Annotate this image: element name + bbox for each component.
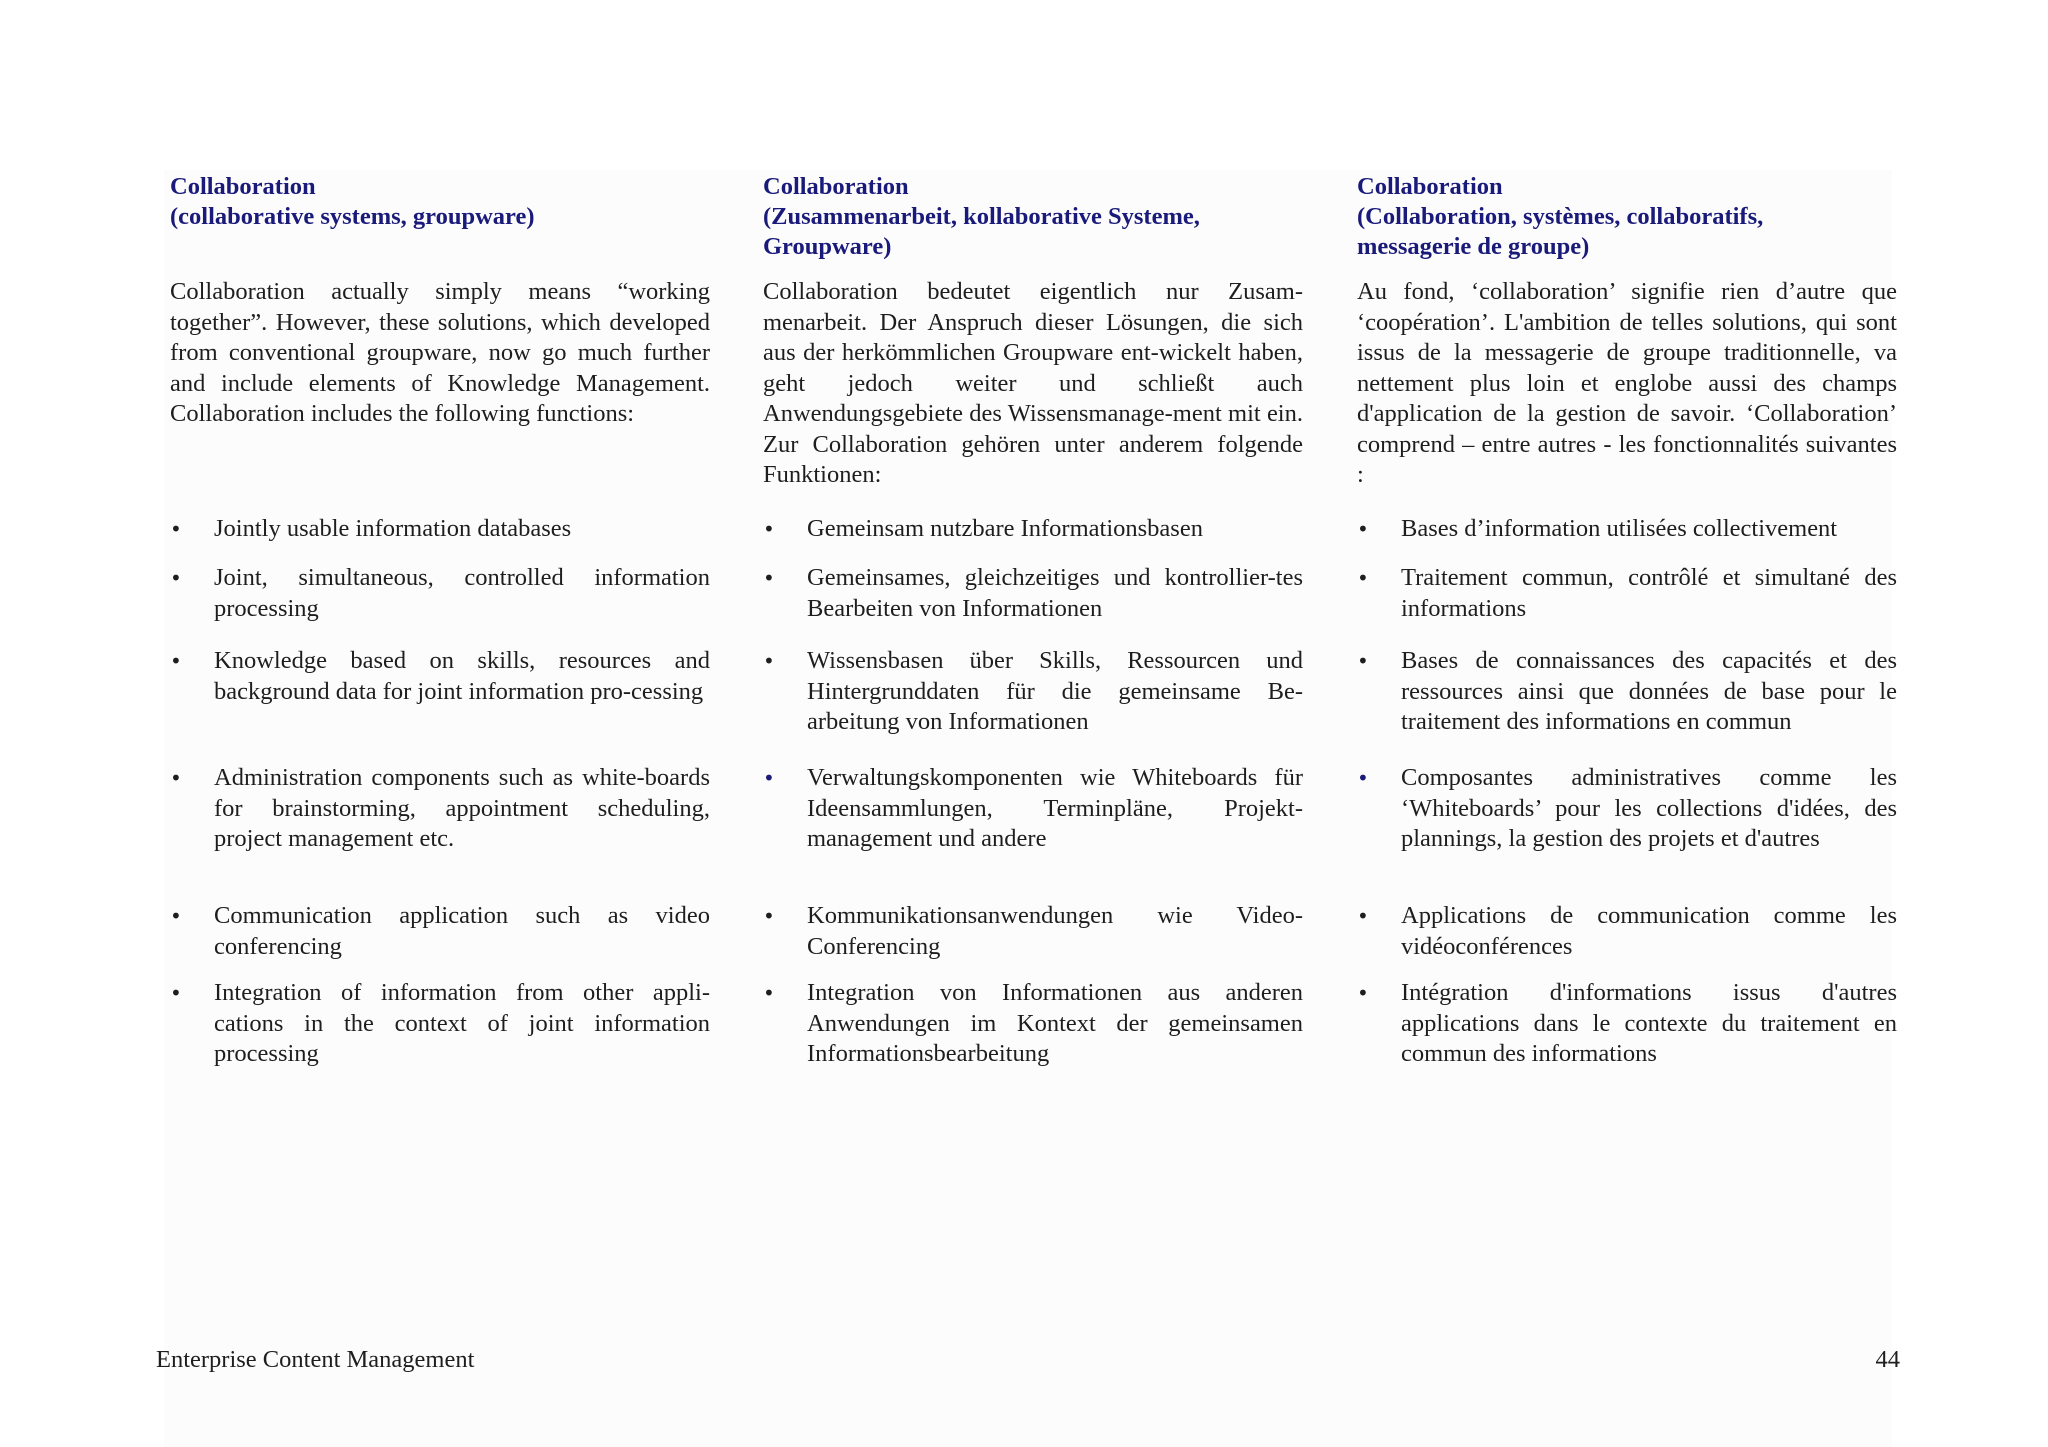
intro-paragraph-french: Au fond, ‘collaboration’ signifie rien d’autre que ‘coopération’. L'ambition de telles solutions, qui sont issus de la messagerie de groupe traditionnelle, va nettement plus loin et englobe aussi des champs d'application de la gestion de savoir. ‘Collaboration’ comprend – entre autres - les fonctionnalités suivantes : bbox=[1357, 278, 1897, 488]
bullet-icon: • bbox=[763, 566, 775, 590]
list-item-text: Joint, simultaneous, controlled information processing bbox=[214, 564, 710, 622]
list-item-text: Gemeinsames, gleichzeitiges und kontrollier-tes Bearbeiten von Informationen bbox=[807, 564, 1303, 622]
bullet-icon: • bbox=[170, 649, 182, 673]
heading-subtitle-continued: messagerie de groupe) bbox=[1357, 233, 1590, 260]
list-item-text: Intégration d'informations issus d'autres applications dans le contexte du traitement en commun des informations bbox=[1401, 979, 1897, 1067]
heading-subtitle: (Collaboration, systèmes, collaboratifs, bbox=[1357, 203, 1764, 230]
column-french bbox=[1357, 172, 1897, 1067]
list-item-text: Communication application such as video conferencing bbox=[214, 902, 710, 960]
list-item-text: Applications de communication comme les vidéoconférences bbox=[1401, 902, 1897, 960]
list-item-text: Composantes administratives comme les ‘Whiteboards’ pour les collections d'idées, des plannings, la gestion des projets et d'autres bbox=[1401, 764, 1897, 852]
list-item-text: Bases d’information utilisées collectivement bbox=[1401, 515, 1838, 542]
bullet-icon: • bbox=[763, 981, 775, 1005]
bullet-icon: • bbox=[1357, 517, 1369, 541]
bullet-icon: • bbox=[1357, 566, 1369, 590]
heading-subtitle-continued: Groupware) bbox=[763, 233, 892, 260]
list-item-text: Bases de connaissances des capacités et des ressources ainsi que données de base pour le traitement des informations en commun bbox=[1401, 647, 1897, 735]
list-item-text: Jointly usable information databases bbox=[214, 515, 572, 542]
footer-page-number: 44 bbox=[1875, 1346, 1900, 1373]
heading-subtitle: (collaborative systems, groupware) bbox=[170, 203, 535, 230]
bullet-icon: • bbox=[170, 517, 182, 541]
bullet-icon: • bbox=[170, 566, 182, 590]
heading-german bbox=[763, 172, 1303, 262]
footer-document-title: Enterprise Content Management bbox=[156, 1346, 475, 1373]
intro-paragraph-english: Collaboration actually simply means “working together”. However, these solutions, which developed from conventional groupware, now go much further and include elements of Knowledge Management. Collaboration includes the following functions: bbox=[170, 278, 710, 427]
list-item-text: Gemeinsam nutzbare Informationsbasen bbox=[807, 515, 1203, 542]
list-item-text: Knowledge based on skills, resources and background data for joint information pro-cessing bbox=[214, 647, 710, 705]
list-item-text: Integration von Informationen aus anderen Anwendungen im Kontext der gemeinsamen Informationsbearbeitung bbox=[807, 979, 1303, 1067]
intro-paragraph-german: Collaboration bedeutet eigentlich nur Zusam-menarbeit. Der Anspruch dieser Lösungen, die sich aus der herkömmlichen Groupware ent-wickelt haben, geht jedoch weiter und schließt auch Anwendungsgebiete des Wissensmanage-ment mit ein. Zur Collaboration gehören unter anderem folgende Funktionen: bbox=[763, 278, 1303, 488]
list-item-text: Kommunikationsanwendungen wie Video-Conferencing bbox=[807, 902, 1303, 960]
bullet-icon: • bbox=[763, 766, 775, 790]
bullet-icon: • bbox=[1357, 649, 1369, 673]
bullet-icon: • bbox=[170, 766, 182, 790]
list-item-text: Wissensbasen über Skills, Ressourcen und Hintergrunddaten für die gemeinsame Be-arbeitung von Informationen bbox=[807, 647, 1303, 735]
list-item-text: Verwaltungskomponenten wie Whiteboards für Ideensammlungen, Terminpläne, Projekt-management und andere bbox=[807, 764, 1303, 852]
heading-subtitle: (Zusammenarbeit, kollaborative Systeme, bbox=[763, 203, 1200, 230]
list-item-text: Traitement commun, contrôlé et simultané des informations bbox=[1401, 564, 1897, 622]
bullet-icon: • bbox=[1357, 904, 1369, 928]
bullet-icon: • bbox=[763, 649, 775, 673]
heading-title: Collaboration bbox=[1357, 173, 1503, 200]
bullet-icon: • bbox=[170, 904, 182, 928]
column-english bbox=[170, 172, 710, 1067]
heading-title: Collaboration bbox=[170, 173, 316, 200]
heading-title: Collaboration bbox=[763, 173, 909, 200]
heading-french bbox=[1357, 172, 1897, 262]
bullet-icon: • bbox=[1357, 981, 1369, 1005]
bullet-icon: • bbox=[1357, 766, 1369, 790]
bullet-icon: • bbox=[170, 981, 182, 1005]
bullet-icon: • bbox=[763, 904, 775, 928]
column-german bbox=[763, 172, 1303, 1067]
list-item-text: Integration of information from other appli-cations in the context of joint information processing bbox=[214, 979, 710, 1067]
list-item-text: Administration components such as white-boards for brainstorming, appointment scheduling, project management etc. bbox=[214, 764, 710, 852]
bullet-icon: • bbox=[763, 517, 775, 541]
heading-english bbox=[170, 172, 710, 232]
